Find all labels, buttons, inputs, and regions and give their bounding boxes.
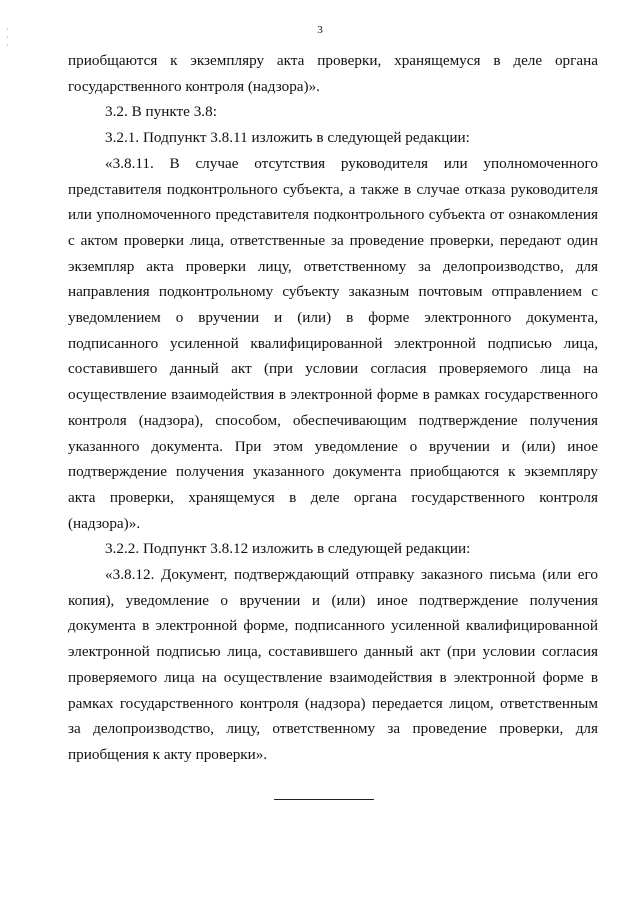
paragraph-item-3-2-1: 3.2.1. Подпункт 3.8.11 изложить в следующей редакции:	[105, 129, 470, 147]
paragraph-quote-3-8-12: «3.8.12. Документ, подтверждающий отправку заказного письма (или его копия), уведомление о вручении и (или) иное подтверждение получения документа в электронной форме, подписанного усиленной квалифицированной электронной подписью лица, составившего данный акт (при условии согласия проверяемого лица на осуществление взаимодействия в электронной форме в рамках государственного контроля (надзора) передается лицом, ответственным за делопроизводство, лицу, ответственному за проведение проверки, для приобщения к акту проверки».	[68, 566, 598, 763]
end-divider	[274, 799, 374, 800]
paragraph-item-3-2-2: 3.2.2. Подпункт 3.8.12 изложить в следующей редакции:	[105, 540, 471, 558]
document-body	[68, 48, 598, 768]
page-number: 3	[317, 24, 323, 36]
paragraph-continuation: приобщаются к экземпляру акта проверки, хранящемуся в деле органа государственного контроля (надзора)».	[68, 52, 598, 95]
paragraph-item-3-2: 3.2. В пункте 3.8:	[105, 103, 217, 121]
scan-artifact: · · ·	[6, 25, 9, 50]
paragraph-quote-3-8-11: «3.8.11. В случае отсутствия руководителя или уполномоченного представителя подконтрольного субъекта, а также в случае отказа руководителя или уполномоченного представителя подконтрольного субъекта от ознакомления с актом проверки лица, ответственные за проведение проверки, передают один экземпляр акта проверки лицу, ответственному за делопроизводство, для направления подконтрольному субъекту заказным почтовым отправлением с уведомлением о вручении и (или) в форме электронного документа, подписанного усиленной квалифицированной электронной подписью лица, составившего данный акт (при условии согласия проверяемого лица на осуществление взаимодействия в электронной форме в рамках государственного контроля (надзора), способом, обеспечивающим подтверждение получения указанного документа. При этом уведомление о вручении и (или) иное подтверждение получения указанного документа приобщаются к экземпляру акта проверки, хранящемуся в деле органа государственного контроля (надзора)».	[68, 154, 598, 532]
